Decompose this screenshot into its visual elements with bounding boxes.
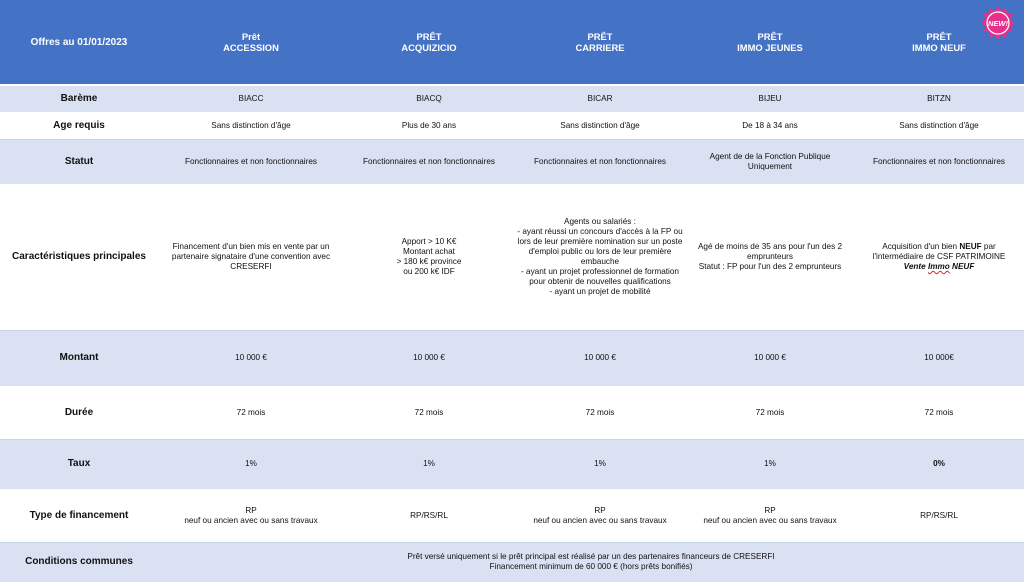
cell: Sans distinction d'âge — [514, 112, 686, 139]
cell: 72 mois — [686, 386, 854, 439]
cell-text-italic: NEUF — [949, 262, 975, 271]
cell: Fonctionnaires et non fonctionnaires — [344, 139, 514, 184]
new-badge-text: NEW! — [988, 19, 1008, 28]
cell-line: RP — [594, 505, 606, 515]
row-label: Taux — [0, 439, 158, 489]
cell-line: Montant achat — [403, 247, 455, 256]
cell: Agent de de la Fonction Publique Uniquement — [686, 139, 854, 184]
cell-text-italic: Vente — [903, 262, 928, 271]
row-montant — [0, 330, 1024, 386]
cell: 10 000 € — [514, 330, 686, 386]
conditions-line: Financement minimum de 60 000 € (hors prêts bonifiés) — [489, 562, 693, 571]
cell — [854, 184, 1024, 330]
cell-line: Statut : FP pour l'un des 2 emprunteurs — [698, 262, 842, 271]
cell-line: - ayant réussi un concours d'accès à la FP ou lors de leur première nomination sur un poste d'emploi public ou lors de leur première embauche — [517, 227, 683, 266]
cell: 10 000 € — [344, 330, 514, 386]
cell-line: neuf ou ancien avec ou sans travaux — [184, 515, 318, 525]
header-product-carriere — [514, 0, 686, 85]
cell: De 18 à 34 ans — [686, 112, 854, 139]
row-label: Type de financement — [0, 489, 158, 542]
header-product-accession — [158, 0, 344, 85]
conditions-line: Prêt versé uniquement si le prêt principal est réalisé par un des partenaires financeurs de CRESERFI — [407, 552, 775, 561]
cell: BIACC — [158, 85, 344, 112]
cell-text: Acquisition d'un bien — [882, 242, 960, 251]
cell-text-bold: NEUF — [959, 242, 982, 251]
cell-line: RP — [245, 505, 257, 515]
header-corner: Offres au 01/01/2023 — [0, 0, 158, 85]
cell: BIACQ — [344, 85, 514, 112]
cell-line: - ayant un projet professionnel de formation pour obtenir de nouvelles qualifications — [521, 267, 679, 286]
cell: 1% — [158, 439, 344, 489]
cell — [514, 184, 686, 330]
row-conditions-communes — [0, 542, 1024, 582]
cell: Sans distinction d'âge — [854, 112, 1024, 139]
product-name: CARRIERE — [575, 42, 625, 53]
row-duree — [0, 386, 1024, 439]
cell-text: par l'intermédiaire de CSF PATRIMOINE — [872, 242, 1006, 261]
row-label: Conditions communes — [0, 542, 158, 582]
header-row — [0, 0, 1024, 85]
cell: 72 mois — [854, 386, 1024, 439]
cell: Fonctionnaires et non fonctionnaires — [514, 139, 686, 184]
cell: Financement d'un bien mis en vente par un partenaire signataire d'une convention avec CRESERFI — [158, 184, 344, 330]
product-kind: PRÊT — [416, 31, 442, 42]
product-kind: PRÊT — [587, 31, 613, 42]
cell — [158, 489, 344, 542]
header-product-acquizicio — [344, 0, 514, 85]
row-caracteristiques — [0, 184, 1024, 330]
cell: Sans distinction d'âge — [158, 112, 344, 139]
cell: 1% — [344, 439, 514, 489]
header-product-immo-jeunes — [686, 0, 854, 85]
row-label: Montant — [0, 330, 158, 386]
product-kind: PRÊT — [757, 31, 783, 42]
cell-line: neuf ou ancien avec ou sans travaux — [533, 515, 667, 525]
product-kind: Prêt — [241, 31, 261, 42]
cell: 10 000 € — [158, 330, 344, 386]
cell-line: RP — [764, 505, 776, 515]
cell: 10 000€ — [854, 330, 1024, 386]
cell: 1% — [686, 439, 854, 489]
cell — [686, 184, 854, 330]
cell: RP/RS/RL — [344, 489, 514, 542]
cell-line: Agé de moins de 35 ans pour l'un des 2 emprunteurs — [697, 242, 843, 261]
conditions-cell — [158, 542, 1024, 582]
cell — [686, 489, 854, 542]
cell — [344, 184, 514, 330]
row-label: Statut — [0, 139, 158, 184]
cell — [514, 489, 686, 542]
cell-line: Apport > 10 K€ — [401, 237, 457, 246]
cell: 72 mois — [344, 386, 514, 439]
cell: RP/RS/RL — [854, 489, 1024, 542]
new-badge-icon — [980, 5, 1016, 43]
cell: Plus de 30 ans — [344, 112, 514, 139]
row-statut — [0, 139, 1024, 184]
cell-line: neuf ou ancien avec ou sans travaux — [703, 515, 837, 525]
cell-line: > 180 k€ province — [396, 257, 462, 266]
cell-line: - ayant un projet de mobilité — [549, 287, 651, 296]
product-name: ACQUIZICIO — [401, 42, 457, 53]
header-product-immo-neuf — [854, 0, 1024, 85]
product-name: ACCESSION — [223, 42, 279, 53]
row-bareme — [0, 85, 1024, 112]
cell: BITZN — [854, 85, 1024, 112]
cell: 0% — [854, 439, 1024, 489]
row-label: Barème — [0, 85, 158, 112]
cell-text-italic: Immo — [927, 262, 950, 271]
row-age — [0, 112, 1024, 139]
cell-line: Agents ou salariés : — [564, 217, 636, 226]
cell: 72 mois — [158, 386, 344, 439]
cell: Fonctionnaires et non fonctionnaires — [158, 139, 344, 184]
cell: 72 mois — [514, 386, 686, 439]
cell: BICAR — [514, 85, 686, 112]
cell: 1% — [514, 439, 686, 489]
row-label: Age requis — [0, 112, 158, 139]
product-name: IMMO NEUF — [912, 42, 966, 53]
row-label: Durée — [0, 386, 158, 439]
row-label: Caractéristiques principales — [0, 184, 158, 330]
cell: 10 000 € — [686, 330, 854, 386]
row-taux — [0, 439, 1024, 489]
row-type-financement — [0, 489, 1024, 542]
cell-line: ou 200 k€ IDF — [403, 267, 455, 276]
cell: BIJEU — [686, 85, 854, 112]
product-kind: PRÊT — [926, 31, 952, 42]
product-name: IMMO JEUNES — [737, 42, 803, 53]
cell: Fonctionnaires et non fonctionnaires — [854, 139, 1024, 184]
